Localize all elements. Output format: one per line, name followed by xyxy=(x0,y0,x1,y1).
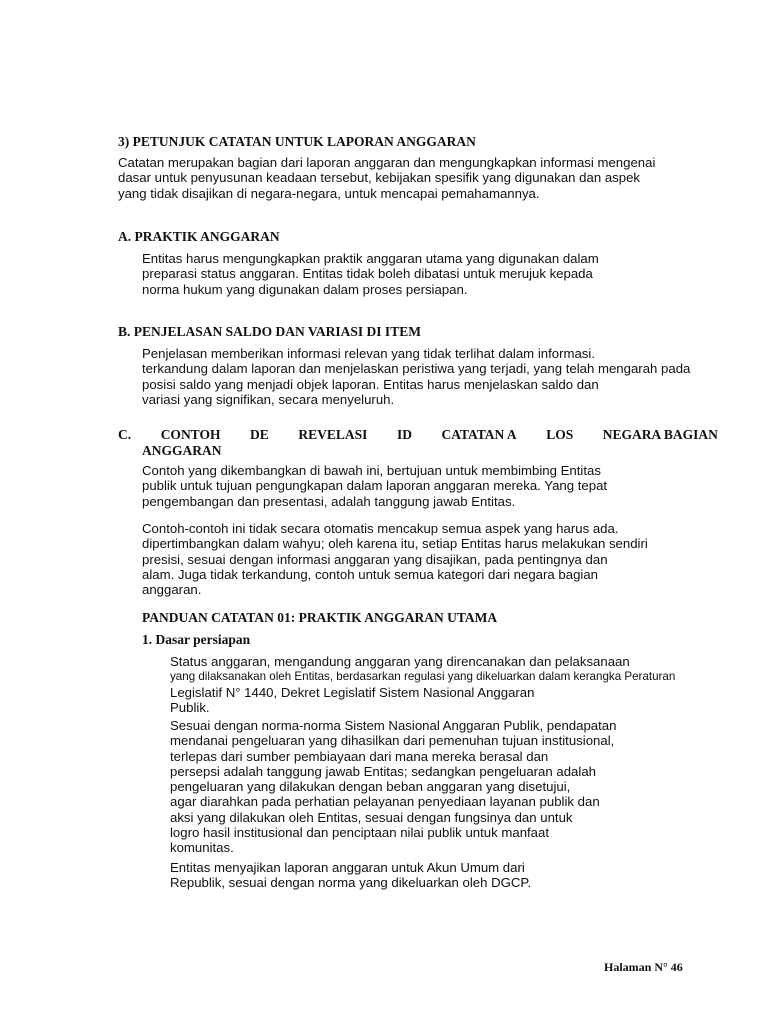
section-b-paragraph: Penjelasan memberikan informasi relevan yang tidak terlihat dalam informasi. terkandung dalam laporan dan menjelaskan peristiwa yang terjadi, yang telah mengarah pada posisi saldo yang menjadi objek laporan. Entitas harus menjelaskan saldo dan variasi yang signifikan, secara menyeluruh. xyxy=(142,346,691,407)
section-b-title: B. PENJELASAN SALDO DAN VARIASI DI ITEM xyxy=(118,324,421,339)
page-number: Halaman N° 46 xyxy=(604,960,683,974)
section-a-title: A. PRAKTIK ANGGARAN xyxy=(118,229,280,244)
section-title: 3) PETUNJUK CATATAN UNTUK LAPORAN ANGGARAN xyxy=(118,134,476,149)
guide-paragraph-2: Sesuai dengan norma-norma Sistem Nasional Anggaran Publik, pendapatan mendanai pengeluaran yang dihasilkan dari pemenuhan tujuan institusional, terlepas dari sumber pembiayaan dari mana mereka berasal dan persepsi adalah tanggung jawab Entitas; sedangkan pengeluaran adalah pengeluaran yang dilakukan dengan beban anggaran yang disetujui, agar diarahkan pada perhatian pelayanan penyediaan layanan publik dan aksi yang dilakukan oleh Entitas, sesuai dengan fungsinya dan untuk logro hasil institusional dan penciptaan nilai publik untuk manfaat komunitas. xyxy=(170,718,617,856)
guide-paragraph-1: Status anggaran, mengandung anggaran yang direncanakan dan pelaksanaan yang dilaksanakan oleh Entitas, berdasarkan regulasi yang dikeluarkan dalam kerangka Peraturan Legislatif N° 1440, Dekret Legislatif Sistem Nasional Anggaran Publik. xyxy=(170,654,676,715)
intro-paragraph: Catatan merupakan bagian dari laporan anggaran dan mengungkapkan informasi mengenai dasar untuk penyusunan keadaan tersebut, kebijakan spesifik yang digunakan dan aspek yang tidak disajikan di negara-negara, untuk mencapai pemahamannya. xyxy=(118,155,656,201)
section-c-paragraph-2: Contoh-contoh ini tidak secara otomatis mencakup semua aspek yang harus ada. dipertimbangkan dalam wahyu; oleh karena itu, setiap Entitas harus melakukan sendiri presisi, sesuai dengan informasi anggaran yang disajikan, pada pentingnya dan alam. Juga tidak terkandung, contoh untuk semua kategori dari negara bagian anggaran. xyxy=(142,521,648,598)
section-c-paragraph-1: Contoh yang dikembangkan di bawah ini, bertujuan untuk membimbing Entitas publik untuk tujuan pengungkapan dalam laporan anggaran mereka. Yang tepat pengembangan dan presentasi, adalah tanggung jawab Entitas. xyxy=(142,463,608,509)
guide-item-1-title: 1. Dasar persiapan xyxy=(142,632,251,647)
section-a-paragraph: Entitas harus mengungkapkan praktik anggaran utama yang digunakan dalam preparasi status anggaran. Entitas tidak boleh dibatasi untuk merujuk kepada norma hukum yang digunakan dalam proses persiapan. xyxy=(142,251,599,297)
section-c-title: C. CONTOH DE REVELASI ID CATATAN A LOS NEGARA BAGIAN ANGGARAN xyxy=(118,427,718,458)
guide-paragraph-3: Entitas menyajikan laporan anggaran untuk Akun Umum dari Republik, sesuai dengan norma yang dikeluarkan oleh DGCP. xyxy=(170,860,532,891)
guide-title: PANDUAN CATATAN 01: PRAKTIK ANGGARAN UTAMA xyxy=(142,610,498,625)
